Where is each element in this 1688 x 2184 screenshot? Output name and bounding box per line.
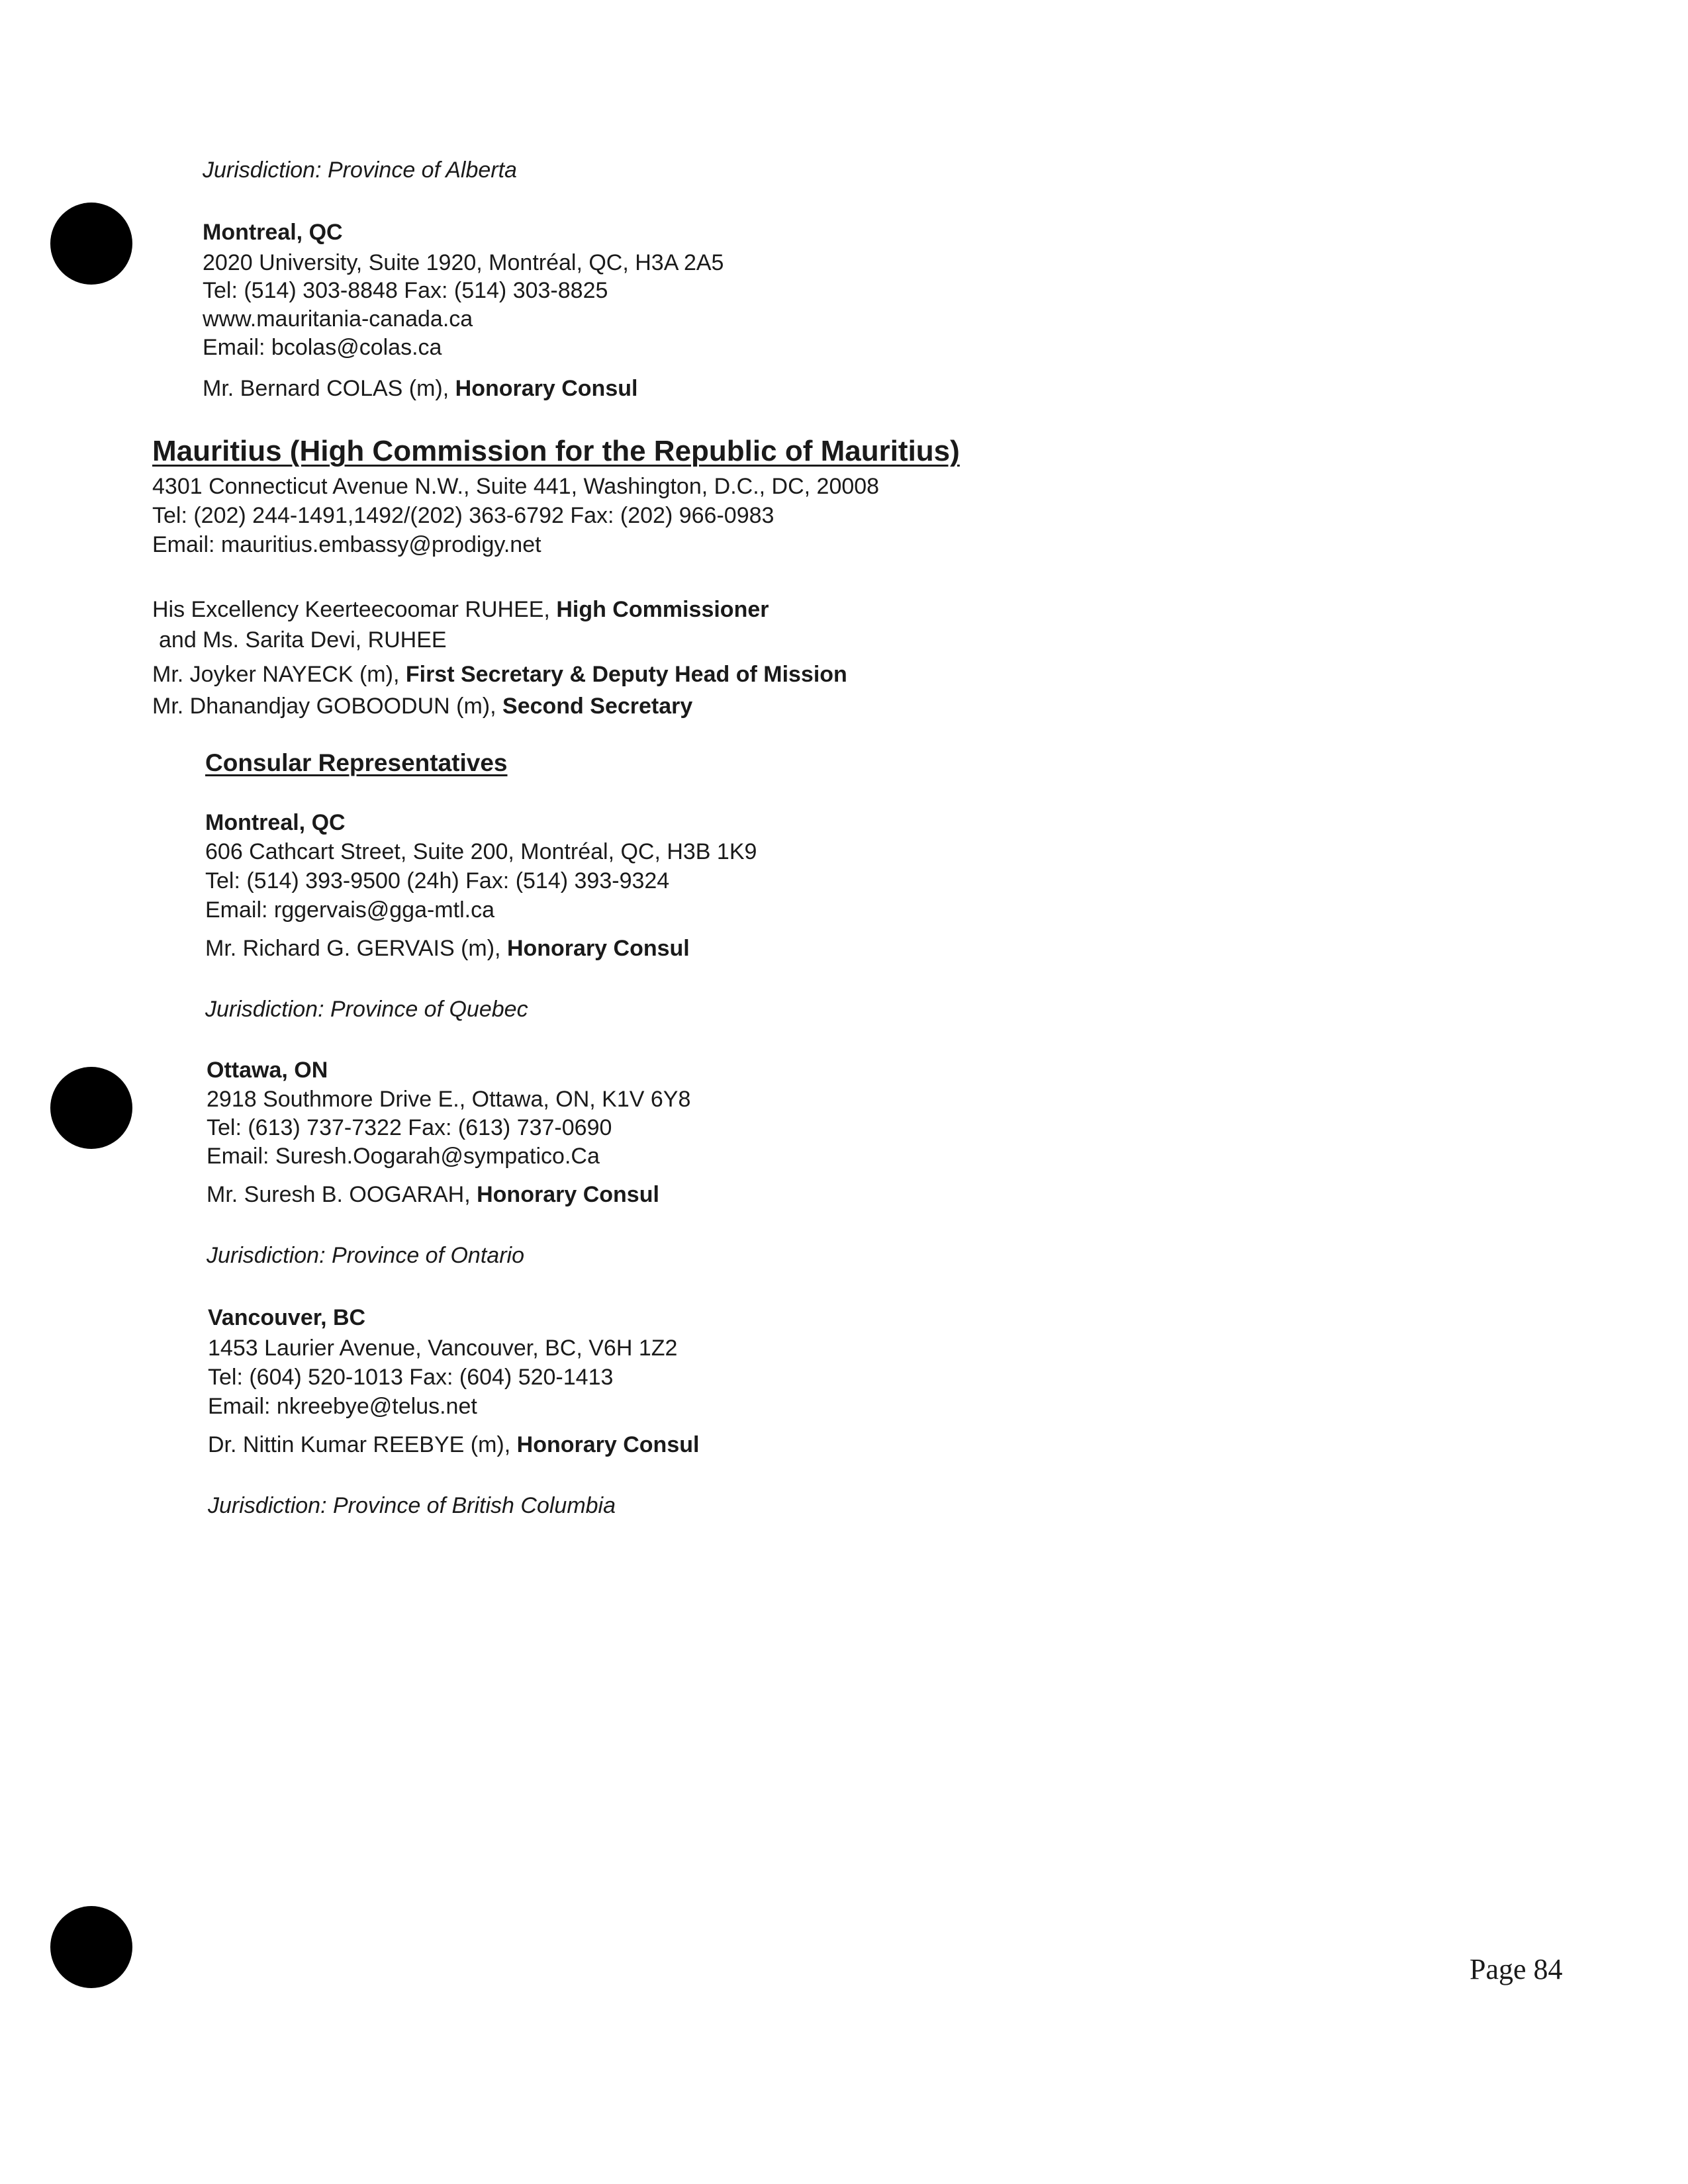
staff-row <box>152 692 692 721</box>
office-address: 1453 Laurier Avenue, Vancouver, BC, V6H 1Z2 <box>208 1336 678 1361</box>
staff-name: Mr. Joyker NAYECK (m), <box>152 662 406 687</box>
person-name: Mr. Richard G. GERVAIS (m), <box>205 936 507 961</box>
office-address: 606 Cathcart Street, Suite 200, Montréal, QC, H3B 1K9 <box>205 839 757 864</box>
person-title: Honorary Consul <box>455 376 638 401</box>
page-number: Page 84 <box>1470 1953 1563 1985</box>
staff-row <box>152 660 847 689</box>
office-jurisdiction: Jurisdiction: Province of Quebec <box>205 997 528 1022</box>
prev-jurisdiction: Jurisdiction: Province of Alberta <box>203 158 517 183</box>
staff-title: Second Secretary <box>502 694 693 719</box>
office-tel: Tel: (604) 520-1013 Fax: (604) 520-1413 <box>208 1365 614 1390</box>
office-jurisdiction: Jurisdiction: Province of Ontario <box>207 1243 524 1268</box>
staff-title: High Commissioner <box>556 597 769 622</box>
staff-title: First Secretary & Deputy Head of Mission <box>405 662 847 687</box>
punch-hole-middle <box>50 1067 132 1149</box>
prev-email: Email: bcolas@colas.ca <box>203 335 442 360</box>
office-city: Montreal, QC <box>205 810 346 835</box>
mission-heading: Mauritius (High Commission for the Republic of Mauritius) <box>152 435 960 467</box>
office-tel: Tel: (514) 393-9500 (24h) Fax: (514) 393-9324 <box>205 868 670 893</box>
office-email: Email: Suresh.Oogarah@sympatico.Ca <box>207 1144 600 1169</box>
office-city: Vancouver, BC <box>208 1305 366 1330</box>
mission-address: 4301 Connecticut Avenue N.W., Suite 441, Washington, D.C., DC, 20008 <box>152 474 880 499</box>
office-city: Ottawa, ON <box>207 1058 328 1083</box>
person-name: Mr. Bernard COLAS (m), <box>203 376 455 401</box>
prev-person <box>203 375 637 403</box>
person-title: Honorary Consul <box>477 1182 659 1207</box>
office-person <box>207 1181 659 1209</box>
office-jurisdiction: Jurisdiction: Province of British Columbia <box>208 1493 616 1518</box>
person-title: Honorary Consul <box>516 1432 700 1457</box>
staff-name: His Excellency Keerteecoomar RUHEE, <box>152 597 557 622</box>
office-tel: Tel: (613) 737-7322 Fax: (613) 737-0690 <box>207 1115 612 1140</box>
person-name: Dr. Nittin Kumar REEBYE (m), <box>208 1432 517 1457</box>
staff-name: Mr. Dhanandjay GOBOODUN (m), <box>152 694 503 719</box>
office-email: Email: nkreebye@telus.net <box>208 1394 477 1419</box>
mission-email: Email: mauritius.embassy@prodigy.net <box>152 532 541 557</box>
person-title: Honorary Consul <box>506 936 690 961</box>
mission-tel: Tel: (202) 244-1491,1492/(202) 363-6792 Fax: (202) 966-0983 <box>152 503 774 528</box>
prev-web: www.mauritania-canada.ca <box>203 306 473 332</box>
office-email: Email: rggervais@gga-mtl.ca <box>205 897 494 923</box>
staff-row <box>159 626 447 655</box>
prev-address: 2020 University, Suite 1920, Montréal, QC, H3A 2A5 <box>203 250 724 275</box>
person-name: Mr. Suresh B. OOGARAH, <box>207 1182 477 1207</box>
office-person <box>205 934 690 963</box>
punch-hole-bottom <box>50 1906 132 1988</box>
staff-name: and Ms. Sarita Devi, RUHEE <box>159 627 447 653</box>
office-person <box>208 1431 699 1459</box>
office-address: 2918 Southmore Drive E., Ottawa, ON, K1V 6Y8 <box>207 1087 691 1112</box>
punch-hole-top <box>50 203 132 285</box>
staff-row <box>152 596 769 624</box>
prev-tel: Tel: (514) 303-8848 Fax: (514) 303-8825 <box>203 278 608 303</box>
consular-heading: Consular Representatives <box>205 749 508 776</box>
prev-city: Montreal, QC <box>203 220 343 245</box>
